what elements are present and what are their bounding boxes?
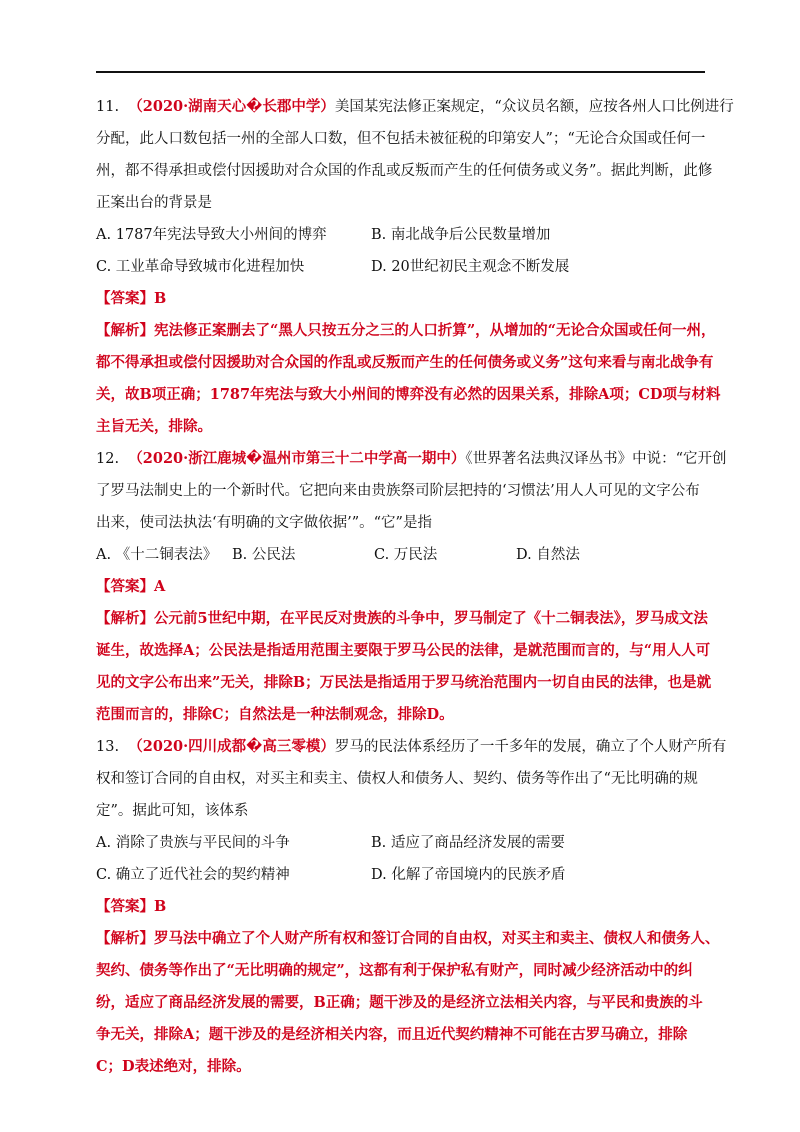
answer-label: 【答案】 (96, 578, 154, 595)
option-d: D. 化解了帝国境内的民族矛盾 (371, 867, 566, 883)
answer-value: B (154, 290, 167, 307)
analysis-line (96, 603, 708, 635)
option-b: B. 适应了商品经济发展的需要 (371, 835, 565, 851)
answer-line (96, 891, 708, 923)
option-b: B. 南北战争后公民数量增加 (371, 227, 551, 243)
analysis-label: 【解析】 (96, 930, 154, 947)
option-c: C. 确立了近代社会的契约精神 (96, 867, 290, 883)
question-stem-text: 美国某宪法修正案规定，“众议员名额，应按各州人口比例进行 (334, 99, 734, 115)
analysis-line: 关，故B项正确；1787年宪法与致大小州间的博弈没有必然的因果关系，排除A项；CD项与材料 (96, 386, 721, 403)
answer-label: 【答案】 (96, 898, 154, 915)
analysis-label: 【解析】 (96, 322, 154, 339)
option-row (96, 859, 708, 891)
question-stem-line: 州，都不得承担或偿付因援助对合众国的作乱或反叛而产生的任何债务或义务”。据此判断，此修 (96, 163, 713, 179)
answer-line (96, 283, 708, 315)
option-a: A. 消除了贵族与平民间的斗争 (96, 835, 290, 851)
question-stem-line: 出来，使司法执法‘有明确的文字做依据’”。“它”是指 (96, 515, 432, 531)
question-number: 12. (96, 451, 129, 467)
answer-line (96, 571, 708, 603)
analysis-line: 诞生，故选择A；公民法是指适用范围主要限于罗马公民的法律，是就范围而言的，与“用人人可 (96, 642, 711, 659)
answer-label: 【答案】 (96, 290, 154, 307)
question-11 (96, 91, 734, 443)
option-d: D. 20世纪初民主观念不断发展 (371, 259, 570, 275)
question-number: 11. (96, 99, 129, 115)
analysis-line (96, 315, 716, 347)
analysis-line: C；D表述绝对，排除。 (96, 1058, 251, 1075)
question-stem-line (96, 731, 727, 763)
answer-value: A (154, 578, 166, 595)
question-source: （2020·浙江鹿城�温州市第三十二中学高一期中） (128, 450, 466, 467)
option-row (96, 251, 708, 283)
question-12 (96, 443, 727, 731)
question-source: （2020·四川成都�高三零模） (128, 738, 335, 755)
option-c: C. 万民法 (374, 547, 438, 563)
option-row (96, 219, 708, 251)
question-stem-line: 权和签订合同的自由权，对买主和卖主、债权人和债务人、契约、债务等作出了“无比明确的规 (96, 771, 698, 787)
answer-value: B (154, 898, 167, 915)
analysis-line: 争无关，排除A；题干涉及的是经济相关内容，而且近代契约精神不可能在古罗马确立，排除 (96, 1026, 688, 1043)
analysis-text: 罗马法中确立了个人财产所有权和签订合同的自由权，对买主和卖主、债权人和债务人、 (154, 930, 720, 947)
question-stem-line (96, 443, 727, 475)
question-stem-line (96, 91, 734, 123)
question-13 (96, 731, 727, 1083)
analysis-line (96, 923, 720, 955)
analysis-label: 【解析】 (96, 610, 154, 627)
question-number: 13. (96, 739, 129, 755)
question-stem-line: 分配，此人口数包括一州的全部人口数，但不包括未被征税的印第安人”；“无论合众国或任何一 (96, 131, 706, 147)
option-row (96, 539, 708, 571)
analysis-text: 宪法修正案删去了“黑人只按五分之三的人口折算”，从增加的“无论合众国或任何一州， (154, 322, 716, 339)
analysis-text: 公元前5世纪中期，在平民反对贵族的斗争中，罗马制定了《十二铜表法》，罗马成文法 (154, 610, 708, 627)
question-stem-line: 正案出台的背景是 (96, 195, 212, 211)
question-content (96, 91, 734, 1083)
option-a: A. 1787年宪法导致大小州间的博弈 (96, 227, 327, 243)
analysis-line: 纷，适应了商品经济发展的需要，B正确；题干涉及的是经济立法相关内容，与平民和贵族的斗 (96, 994, 703, 1011)
analysis-line: 见的文字公布出来”无关，排除B；万民法是指适用于罗马统治范围内一切自由民的法律，也是就 (96, 674, 712, 691)
analysis-line: 契约、债务等作出了“无比明确的规定”，这都有利于保护私有财产，同时减少经济活动中的纠 (96, 962, 693, 979)
question-stem-line: 了罗马法制史上的一个新时代。它把向来由贵族祭司阶层把持的‘习惯法’用人人可见的文字公布 (96, 483, 700, 499)
analysis-line: 主旨无关，排除。 (96, 418, 212, 435)
header-rule (96, 71, 705, 73)
question-stem-line: 定”。据此可知，该体系 (96, 803, 249, 819)
question-source: （2020·湖南天心�长郡中学） (128, 98, 335, 115)
option-b: B. 公民法 (232, 547, 296, 563)
option-d: D. 自然法 (516, 547, 580, 563)
option-c: C. 工业革命导致城市化进程加快 (96, 259, 305, 275)
option-row (96, 827, 708, 859)
analysis-line: 都不得承担或偿付因援助对合众国的作乱或反叛而产生的任何债务或义务”这句来看与南北战争有 (96, 354, 714, 371)
question-stem-text: 罗马的民法体系经历了一千多年的发展，确立了个人财产所有 (334, 739, 727, 755)
question-stem-text: 《世界著名法典汉译丛书》中说：“它开创 (465, 451, 727, 467)
option-a: A. 《十二铜表法》 (96, 547, 218, 563)
analysis-line: 范围而言的，排除C；自然法是一种法制观念，排除D。 (96, 706, 454, 723)
